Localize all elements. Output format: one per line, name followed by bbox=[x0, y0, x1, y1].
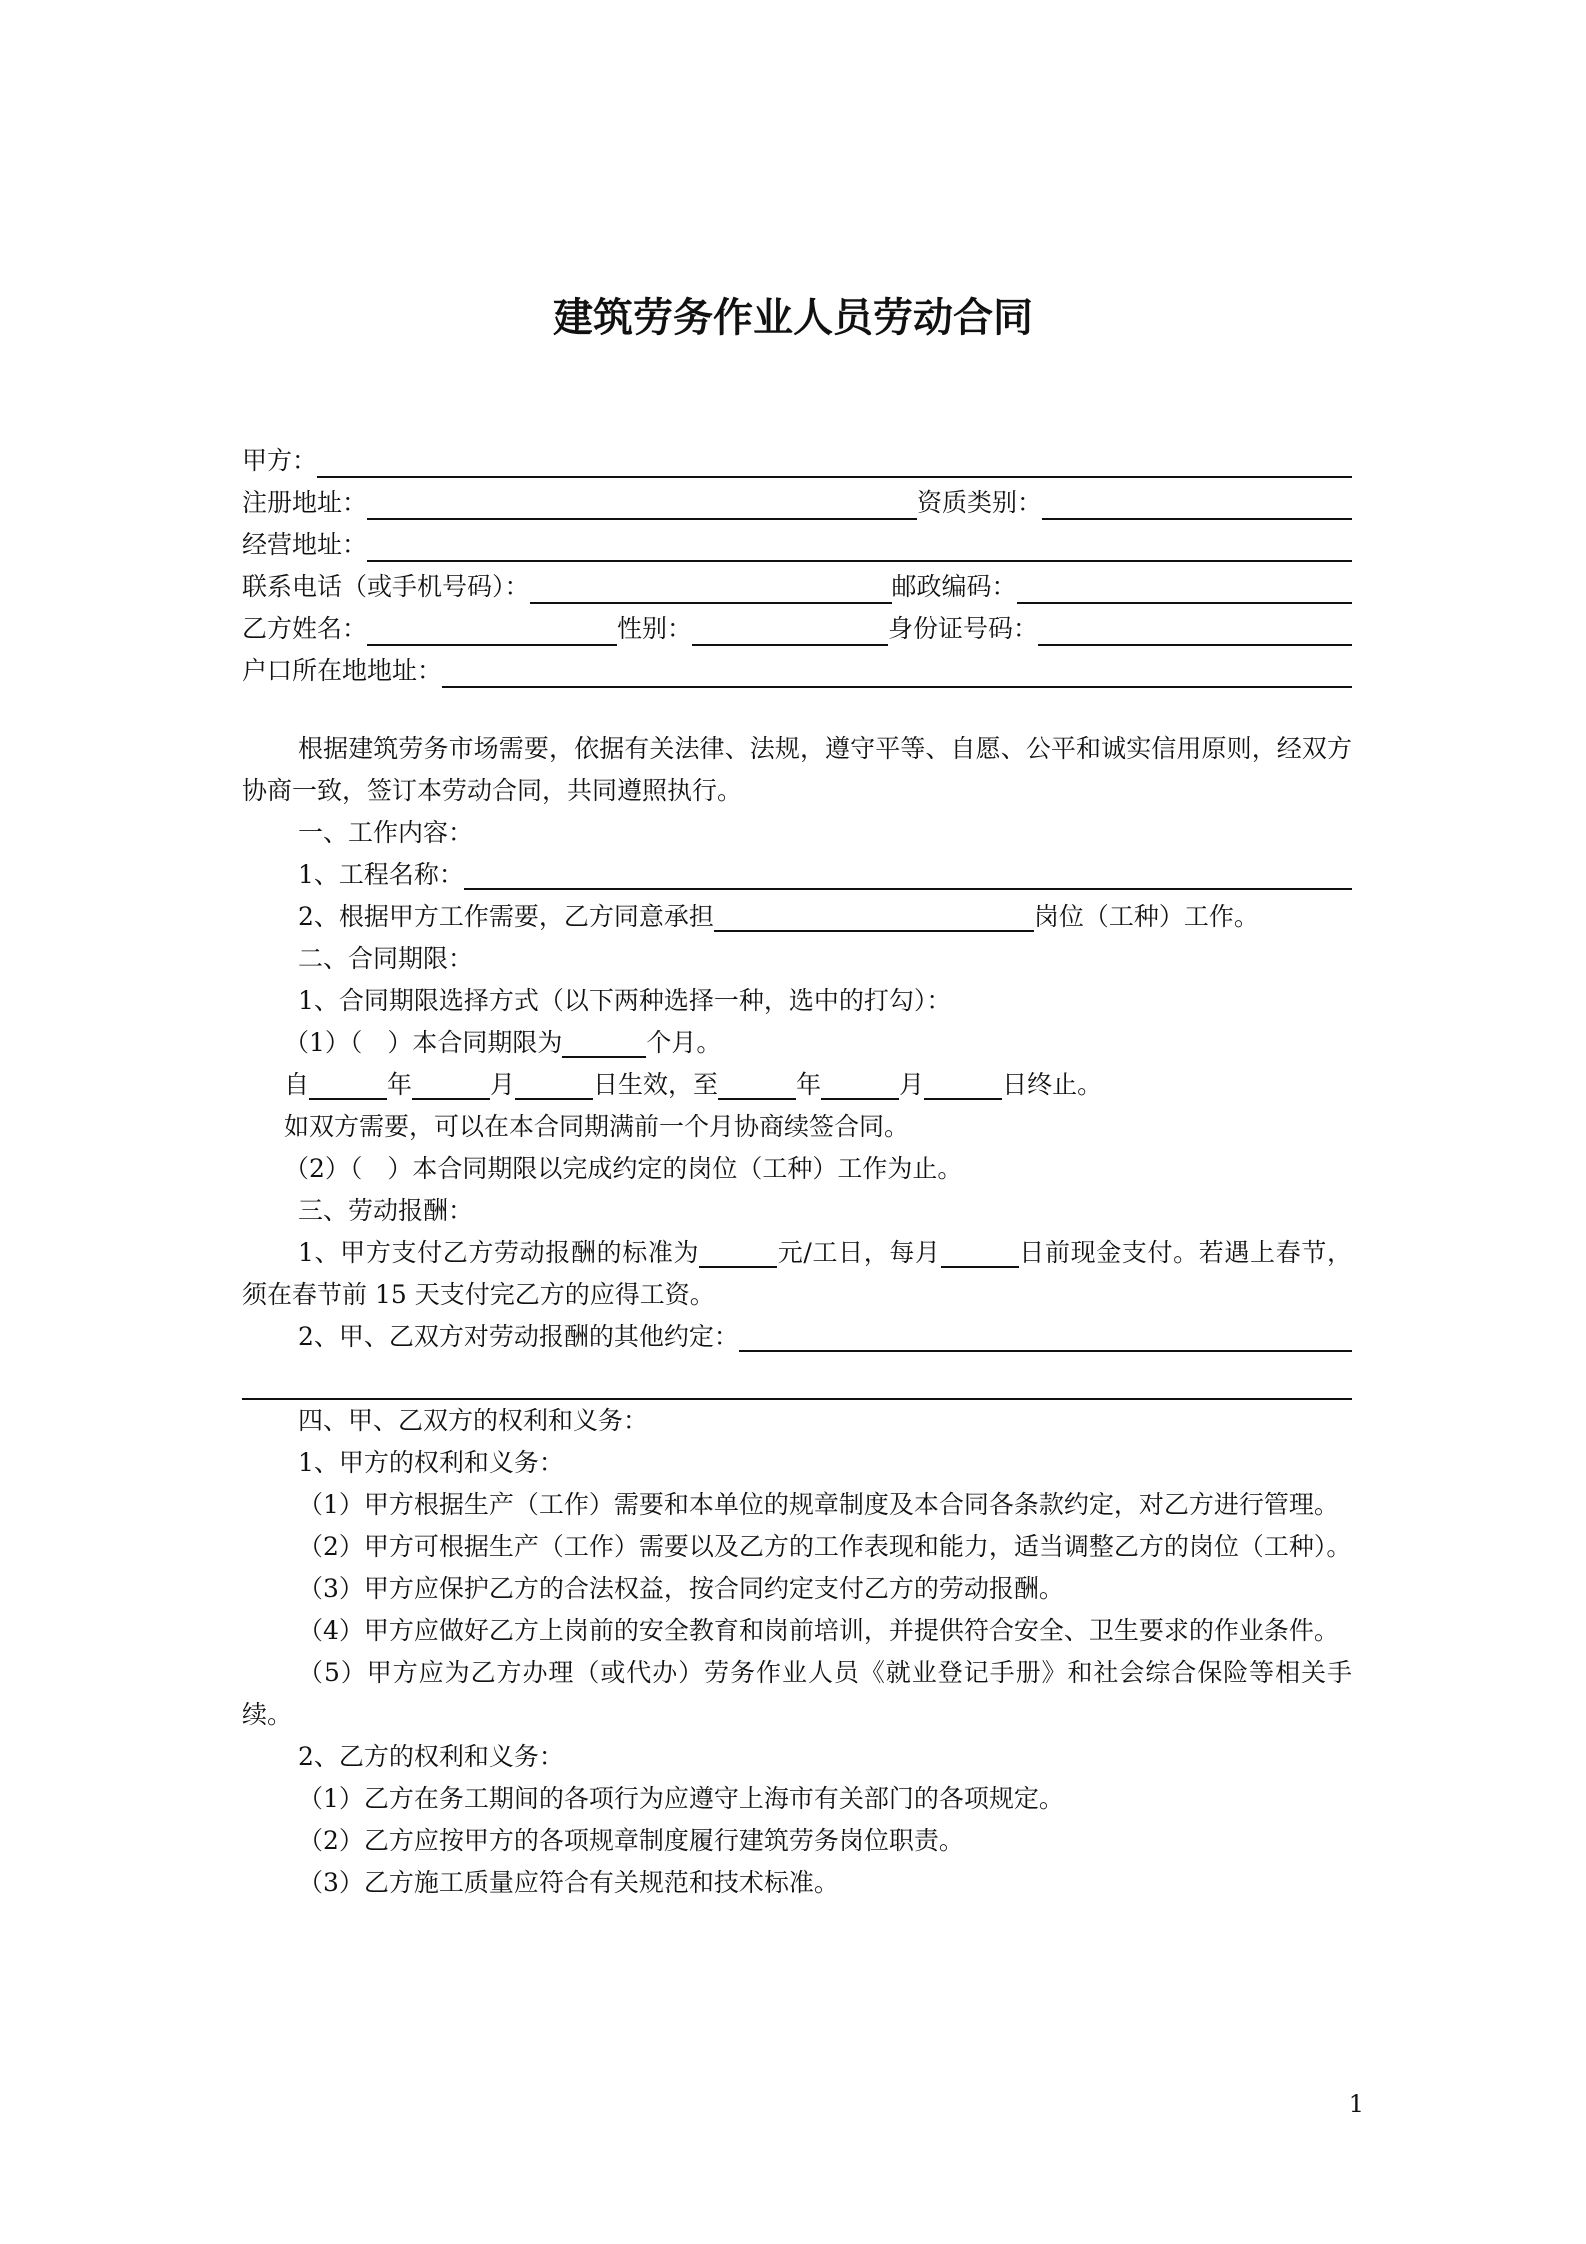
section-2-heading: 二、合同期限： bbox=[298, 944, 474, 973]
party-b-name-field[interactable] bbox=[367, 614, 617, 646]
document-title: 建筑劳务作业人员劳动合同 bbox=[553, 294, 1033, 341]
qualification-label: 资质类别： bbox=[917, 488, 1043, 517]
position-line bbox=[242, 896, 1352, 938]
project-name-field[interactable] bbox=[464, 858, 1352, 890]
id-no-label: 身份证号码： bbox=[888, 614, 1039, 643]
party-a-line bbox=[242, 440, 1352, 482]
hukou-addr-field[interactable] bbox=[442, 656, 1352, 688]
start-year-field[interactable] bbox=[309, 1070, 387, 1100]
end-day-field[interactable] bbox=[924, 1070, 1002, 1100]
term-option-1-text-b: 个月。 bbox=[646, 1028, 722, 1057]
party-a-rights-heading: 1、甲方的权利和义务： bbox=[298, 1448, 564, 1477]
end-month-field[interactable] bbox=[821, 1070, 899, 1100]
postcode-label: 邮政编码： bbox=[891, 572, 1017, 601]
biz-addr-label: 经营地址： bbox=[242, 530, 368, 559]
other-pay-line bbox=[242, 1316, 1352, 1358]
biz-addr-line bbox=[242, 524, 1352, 566]
pay-text-b: 元/工日，每月 bbox=[777, 1238, 941, 1267]
qualification-field[interactable] bbox=[1042, 488, 1352, 520]
section-4-heading: 四、甲、乙双方的权利和义务： bbox=[298, 1406, 649, 1435]
party-a-clause-4: （4）甲方应做好乙方上岗前的安全教育和岗前培训，并提供符合安全、卫生要求的作业条件。 bbox=[298, 1616, 1339, 1645]
phone-line bbox=[242, 566, 1352, 608]
pay-text-a: 1、甲方支付乙方劳动报酬的标准为 bbox=[298, 1238, 700, 1267]
party-a-field[interactable] bbox=[317, 446, 1352, 478]
term-method-text: 1、合同期限选择方式（以下两种选择一种，选中的打勾）： bbox=[298, 986, 952, 1015]
other-pay-label: 2、甲、乙双方对劳动报酬的其他约定： bbox=[298, 1322, 739, 1351]
id-no-field[interactable] bbox=[1038, 614, 1352, 646]
gender-field[interactable] bbox=[692, 614, 888, 646]
year-label-2: 年 bbox=[796, 1070, 822, 1099]
party-a-clause-5: （5）甲方应为乙方办理（或代办）劳务作业人员《就业登记手册》和社会综合保险等相关手续。 bbox=[242, 1658, 1352, 1729]
term-months-field[interactable] bbox=[562, 1028, 646, 1058]
end-label: 日终止。 bbox=[1002, 1070, 1103, 1099]
effective-label: 日生效，至 bbox=[593, 1070, 719, 1099]
hukou-addr-label: 户口所在地地址： bbox=[242, 656, 443, 685]
start-month-field[interactable] bbox=[412, 1070, 490, 1100]
section-3-heading: 三、劳动报酬： bbox=[298, 1196, 474, 1225]
reg-addr-label: 注册地址： bbox=[242, 488, 368, 517]
party-b-clause-3: （3）乙方施工质量应符合有关规范和技术标准。 bbox=[298, 1868, 839, 1897]
party-b-clause-2: （2）乙方应按甲方的各项规章制度履行建筑劳务岗位职责。 bbox=[298, 1826, 964, 1855]
party-a-clause-3: （3）甲方应保护乙方的合法权益，按合同约定支付乙方的劳动报酬。 bbox=[298, 1574, 1064, 1603]
page-number: 1 bbox=[1348, 2090, 1364, 2118]
biz-addr-field[interactable] bbox=[367, 530, 1352, 562]
intro-paragraph: 根据建筑劳务市场需要，依据有关法律、法规，遵守平等、自愿、公平和诚实信用原则，经双方协商一致，签订本劳动合同，共同遵照执行。 bbox=[242, 734, 1352, 805]
other-pay-blank-line[interactable] bbox=[242, 1358, 1352, 1400]
party-a-clause-1: （1）甲方根据生产（工作）需要和本单位的规章制度及本合同各条款约定，对乙方进行管理。 bbox=[298, 1490, 1339, 1519]
term-dates-line bbox=[242, 1064, 1352, 1106]
position-field[interactable] bbox=[714, 902, 1034, 932]
contract-body bbox=[242, 728, 1352, 1904]
project-name-label: 1、工程名称： bbox=[298, 860, 464, 889]
party-a-clause-2: （2）甲方可根据生产（工作）需要以及乙方的工作表现和能力，适当调整乙方的岗位（工种）。 bbox=[298, 1532, 1352, 1561]
position-text-a: 2、根据甲方工作需要，乙方同意承担 bbox=[298, 902, 714, 931]
phone-label: 联系电话（或手机号码）： bbox=[242, 572, 530, 601]
term-option-2: （2）（ ）本合同期限以完成约定的岗位（工种）工作为止。 bbox=[284, 1154, 963, 1183]
party-b-clause-1: （1）乙方在务工期间的各项行为应遵守上海市有关部门的各项规定。 bbox=[298, 1784, 1064, 1813]
other-pay-field[interactable] bbox=[739, 1320, 1352, 1352]
hukou-line bbox=[242, 650, 1352, 692]
phone-field[interactable] bbox=[530, 572, 892, 604]
gender-label: 性别： bbox=[617, 614, 693, 643]
pay-standard-paragraph bbox=[242, 1232, 1352, 1316]
party-b-name-label: 乙方姓名： bbox=[242, 614, 368, 643]
reg-addr-field[interactable] bbox=[367, 488, 917, 520]
pay-day-field[interactable] bbox=[941, 1238, 1019, 1268]
from-label: 自 bbox=[284, 1070, 310, 1099]
pay-text-c: 日前现金支付。若遇上春节，须在春节前 15 天支付完乙方的应得工资。 bbox=[242, 1238, 1352, 1309]
renew-text: 如双方需要，可以在本合同期满前一个月协商续签合同。 bbox=[284, 1112, 910, 1141]
start-day-field[interactable] bbox=[515, 1070, 593, 1100]
party-b-line bbox=[242, 608, 1352, 650]
party-a-label: 甲方： bbox=[242, 446, 318, 475]
party-b-rights-heading: 2、乙方的权利和义务： bbox=[298, 1742, 564, 1771]
daily-wage-field[interactable] bbox=[699, 1238, 777, 1268]
section-1-heading: 一、工作内容： bbox=[298, 818, 474, 847]
project-name-line bbox=[242, 854, 1352, 896]
term-option-1 bbox=[242, 1022, 1352, 1064]
end-year-field[interactable] bbox=[718, 1070, 796, 1100]
year-label: 年 bbox=[387, 1070, 413, 1099]
postcode-field[interactable] bbox=[1017, 572, 1352, 604]
position-text-b: 岗位（工种）工作。 bbox=[1033, 902, 1259, 931]
month-label: 月 bbox=[490, 1070, 516, 1099]
term-option-1-text-a: （1）（ ）本合同期限为 bbox=[284, 1028, 563, 1057]
month-label-2: 月 bbox=[899, 1070, 925, 1099]
reg-addr-line bbox=[242, 482, 1352, 524]
